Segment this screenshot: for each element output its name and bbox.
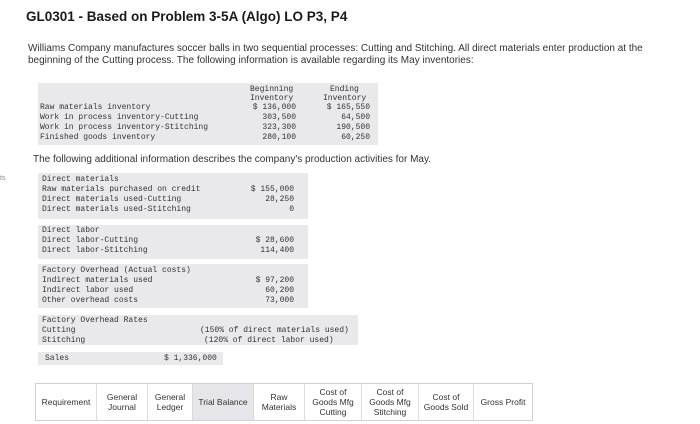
tab-cogm-cutting[interactable] (305, 384, 362, 420)
fo-row-label: Indirect labor used (42, 286, 134, 295)
tab-raw-materials[interactable] (254, 384, 305, 420)
edge-label: ts (0, 175, 6, 182)
inv-row-label: Finished goods inventory (40, 133, 156, 142)
inv-row-beginning: 280,100 (262, 133, 296, 142)
tab-label: Requirement (41, 397, 91, 407)
factory-overhead-header: Factory Overhead (Actual costs) (42, 266, 191, 275)
tab-label: Cost of Goods Mfg Stitching (369, 387, 411, 417)
inv-row-beginning: $ 136,000 (252, 103, 296, 112)
tab-general-ledger[interactable] (148, 384, 193, 420)
direct-labor-header: Direct labor (42, 226, 100, 235)
or-row-value: (150% of direct materials used) (200, 326, 349, 335)
inv-row-ending: $ 165,550 (326, 103, 370, 112)
overhead-rates-header: Factory Overhead Rates (42, 316, 148, 325)
fo-row-label: Other overhead costs (42, 296, 139, 305)
direct-materials-header: Direct materials (42, 175, 119, 184)
tab-requirement[interactable] (36, 384, 97, 420)
col-beginning-2: Inventory (250, 94, 294, 103)
dm-row-label: Raw materials purchased on credit (42, 185, 201, 194)
tab-label: Cost of Goods Mfg Cutting (312, 387, 354, 417)
dl-row-value: $ 28,600 (255, 236, 294, 245)
col-beginning-1: Beginning (250, 85, 294, 94)
inv-row-beginning: 323,300 (262, 123, 296, 132)
additional-info-text: The following additional information describes the company's production activities for May. (33, 154, 432, 165)
fo-row-label: Indirect materials used (42, 276, 153, 285)
inv-row-ending: 190,500 (336, 123, 370, 132)
dm-row-value: 0 (289, 205, 294, 214)
tab-general-journal[interactable] (97, 384, 148, 420)
sales-value: $ 1,336,000 (164, 354, 217, 363)
fo-row-value: 73,000 (265, 296, 294, 305)
inv-row-label: Raw materials inventory (40, 103, 151, 112)
tab-label: Gross Profit (480, 397, 526, 407)
intro-text: Williams Company manufactures soccer balls in two sequential processes: Cutting and Stitching. All direct materials enter production at the beginning of the Cutting process. The following information is available regarding its May inventories: (28, 43, 643, 66)
sales-label: Sales (45, 354, 70, 363)
dm-row-value: $ 155,000 (250, 185, 294, 194)
tab-cost-of-goods-sold[interactable] (419, 384, 474, 420)
fo-row-value: 60,200 (265, 286, 294, 295)
dl-row-label: Direct labor-Stitching (42, 246, 148, 255)
inv-row-ending: 64,500 (341, 113, 370, 122)
inv-row-label: Work in process inventory-Cutting (40, 113, 199, 122)
tab-label: Raw Materials (261, 392, 297, 412)
or-row-label: Stitching (42, 336, 86, 345)
tab-trial-balance[interactable] (193, 384, 254, 420)
dm-row-label: Direct materials used-Cutting (42, 195, 182, 204)
tab-label: General Ledger (154, 392, 186, 412)
dl-row-value: 114,400 (260, 246, 294, 255)
tab-label: Cost of Goods Sold (423, 392, 469, 412)
or-row-value: (120% of direct labor used) (204, 336, 334, 345)
page-title: GL0301 - Based on Problem 3-5A (Algo) LO P3, P4 (26, 9, 348, 24)
requirement-tabs (35, 383, 533, 421)
tab-cogm-stitching[interactable] (362, 384, 419, 420)
dm-row-label: Direct materials used-Stitching (42, 205, 191, 214)
fo-row-value: $ 97,200 (255, 276, 294, 285)
tab-gross-profit[interactable] (474, 384, 532, 420)
or-row-label: Cutting (42, 326, 76, 335)
tab-label: Trial Balance (198, 397, 248, 407)
tab-label: General Journal (106, 392, 138, 412)
inv-row-beginning: 303,500 (262, 113, 296, 122)
dm-row-value: 28,250 (265, 195, 294, 204)
col-ending-2: Inventory (323, 94, 367, 103)
inv-row-label: Work in process inventory-Stitching (40, 123, 209, 132)
inv-row-ending: 60,250 (341, 133, 370, 142)
col-ending-1: Ending (330, 85, 359, 94)
dl-row-label: Direct labor-Cutting (42, 236, 139, 245)
